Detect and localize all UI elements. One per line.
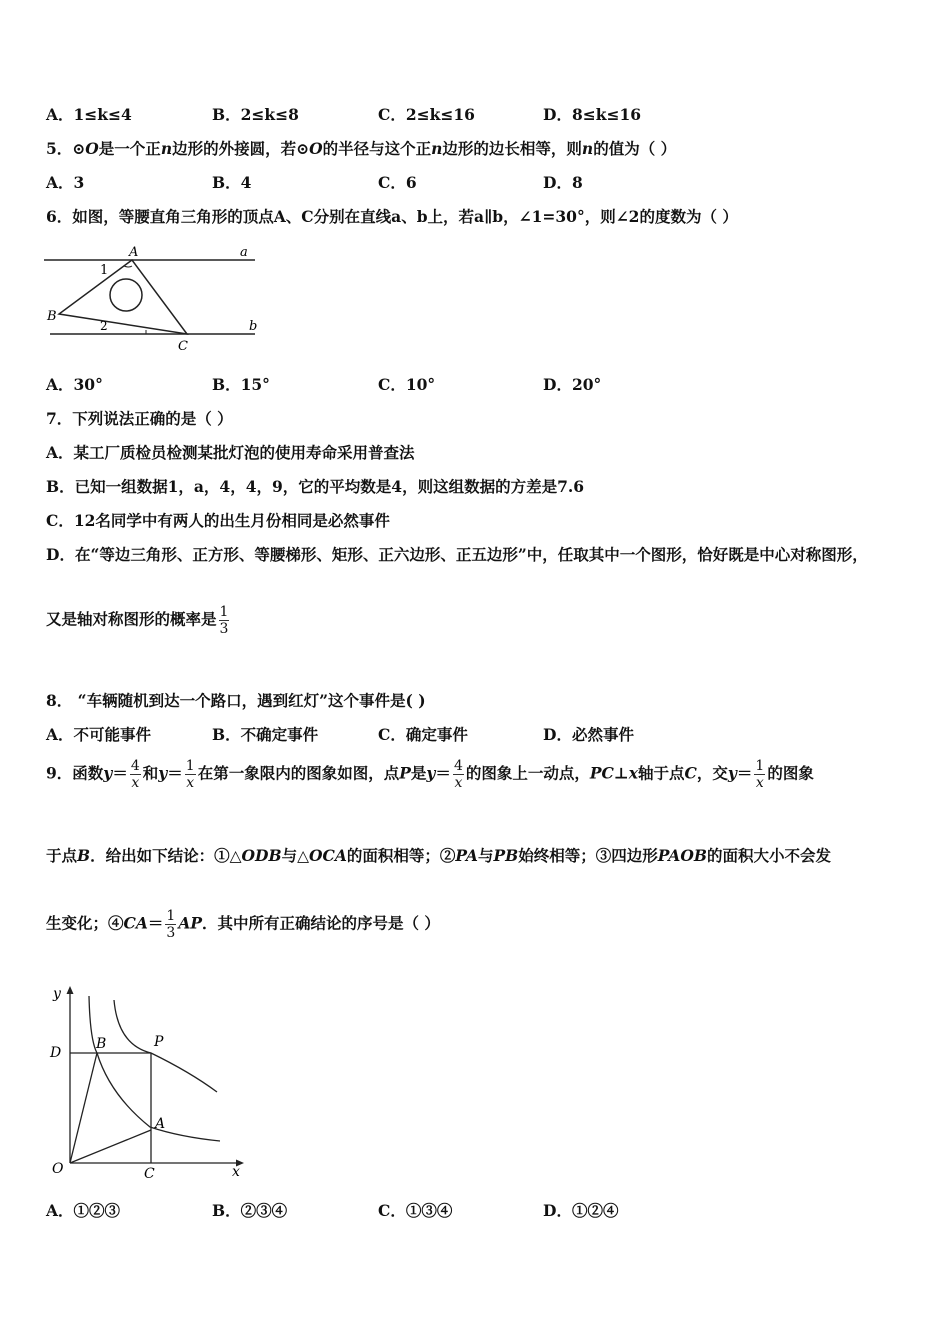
- q4-option-b: B．2≤k≤8: [212, 105, 299, 124]
- q9-label-d: D: [50, 1045, 62, 1061]
- q9-fraction-1-over-x-2: $\frac{1}{x}$: [755, 758, 765, 791]
- q6-label-c-point: C: [178, 339, 188, 354]
- q5-stem: 5．⊙O是一个正n边形的外接圆，若⊙O的半径与这个正n边形的边长相等，则n的值为（ ）: [46, 139, 677, 158]
- q5-option-a: A．3: [46, 173, 85, 192]
- q4-option-c: C．2≤k≤16: [378, 105, 475, 124]
- q9-option-b: B．②③④: [212, 1201, 288, 1220]
- q9-label-p: P: [154, 1034, 164, 1050]
- q8-option-d: D．必然事件: [543, 725, 634, 744]
- q9-label-b: B: [96, 1036, 107, 1052]
- q9-option-a: A．①②③: [46, 1201, 121, 1220]
- q6-option-c: C．10°: [378, 375, 436, 394]
- q8-stem: 8． “车辆随机到达一个路口，遇到红灯”这个事件是( ): [46, 691, 426, 710]
- q6-label-angle-1: 1: [100, 263, 109, 278]
- q9-fraction-4-over-x-2: $\frac{4}{x}$: [453, 758, 463, 791]
- q9-label-y-axis: y: [53, 986, 61, 1002]
- q6-label-line-a: a: [240, 245, 248, 260]
- q6-label-line-b: b: [249, 319, 258, 334]
- q6-label-b-point: B: [47, 309, 57, 324]
- q8-option-c: C．确定事件: [378, 725, 468, 744]
- q9-figure: [40, 980, 260, 1185]
- q5-option-b: B．4: [212, 173, 252, 192]
- q6-figure: [40, 238, 270, 356]
- q7-stem: 7．下列说法正确的是（ ）: [46, 409, 233, 428]
- q9-label-x-axis: x: [232, 1164, 240, 1180]
- q6-label-a-point: A: [129, 245, 139, 260]
- q7-option-a: A．某工厂质检员检测某批灯泡的使用寿命采用普查法: [46, 443, 415, 462]
- q9-label-a: A: [155, 1116, 166, 1132]
- q9-label-c: C: [144, 1166, 155, 1182]
- q9-stem-line-2: 于点B．给出如下结论：①△ODB与△OCA的面积相等；②PA与PB始终相等；③四边形PAOB的面积大小不会发: [46, 846, 831, 865]
- q9-stem-line-3: 生变化；④CA＝ $\frac{1}{3}$ AP．其中所有正确结论的序号是（ ）: [46, 908, 440, 941]
- q6-label-angle-2: 2: [100, 319, 108, 333]
- q9-fraction-1-over-x: $\frac{1}{x}$: [185, 758, 195, 791]
- q6-stem: 6．如图，等腰直角三角形的顶点A、C分别在直线a、b上，若a∥b，∠1=30°，则∠2的度数为（ ）: [46, 207, 738, 226]
- q9-stem-line-1: 9．函数y＝ $\frac{4}{x}$ 和y＝ $\frac{1}{x}$ 在第一象限内的图象如图，点P是y＝ $\frac{4}{x}$ 的图象上一动点，PC⊥x轴于点C，交y＝ $\frac{1}{x}$ 的图象: [46, 758, 814, 791]
- q7-option-b: B．已知一组数据1，a，4，4，9，它的平均数是4，则这组数据的方差是7.6: [46, 477, 585, 496]
- q6-option-b: B．15°: [212, 375, 270, 394]
- q4-option-d: D．8≤k≤16: [543, 105, 642, 124]
- q8-option-a: A．不可能事件: [46, 725, 152, 744]
- q8-option-b: B．不确定事件: [212, 725, 319, 744]
- q5-option-d: D．8: [543, 173, 583, 192]
- q7-option-c: C．12名同学中有两人的出生月份相同是必然事件: [46, 511, 390, 530]
- q7-option-d: D．在“等边三角形、正方形、等腰梯形、矩形、正六边形、正五边形”中，任取其中一个图形，恰好既是中心对称图形，: [46, 545, 868, 564]
- q4-option-a: A．1≤k≤4: [46, 105, 132, 124]
- q9-label-o: O: [52, 1161, 64, 1177]
- q6-option-d: D．20°: [543, 375, 602, 394]
- q7-option-d-continued: 又是轴对称图形的概率是 $\frac{1}{3}$: [46, 604, 229, 637]
- q5-option-c: C．6: [378, 173, 417, 192]
- q9-fraction-1-over-3: $\frac{1}{3}$: [166, 908, 176, 941]
- q6-option-a: A．30°: [46, 375, 103, 394]
- q9-fraction-4-over-x: $\frac{4}{x}$: [130, 758, 140, 791]
- q9-option-c: C．①③④: [378, 1201, 453, 1220]
- q7-fraction: $\frac{1}{3}$: [219, 604, 229, 637]
- q9-option-d: D．①②④: [543, 1201, 619, 1220]
